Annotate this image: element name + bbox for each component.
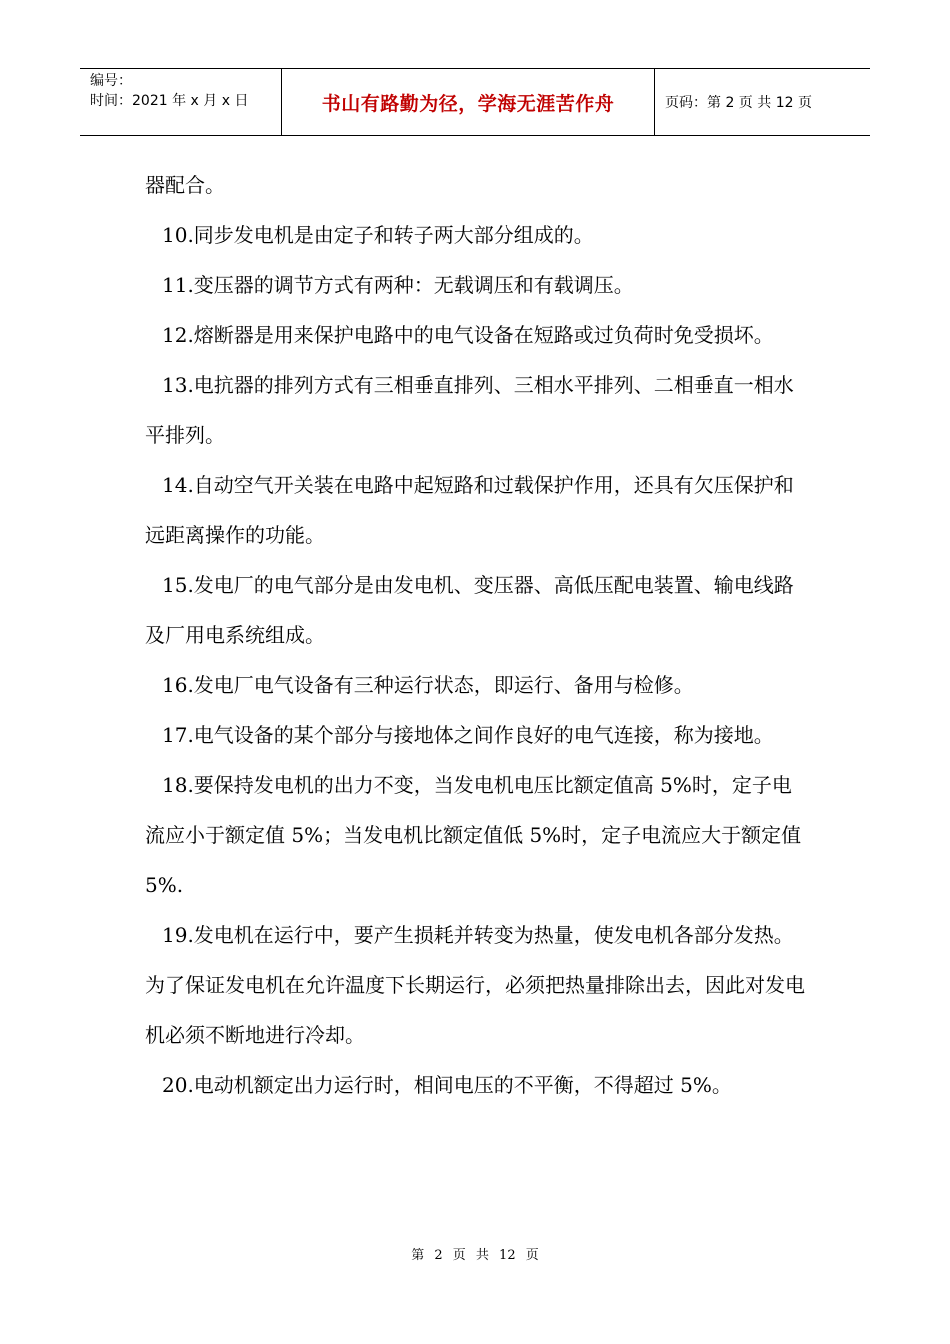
document-header: [80, 68, 870, 136]
paragraph: 14.自动空气开关装在电路中起短路和过载保护作用，还具有欠压保护和远距离操作的功能。: [145, 473, 794, 547]
header-meta-cell: [80, 69, 282, 135]
paragraph: 11.变压器的调节方式有两种：无载调压和有载调压。: [162, 273, 634, 297]
paragraph: 18.要保持发电机的出力不变，当发电机电压比额定值高 5%时，定子电流应小于额定值 5%；当发电机比额定值低 5%时，定子电流应大于额定值 5%.: [145, 773, 802, 897]
header-page-indicator: 页码：第 2 页 共 12 页: [665, 95, 812, 111]
header-motto: 书山有路勤为径，学海无涯苦作舟: [282, 69, 655, 135]
paragraph: 13.电抗器的排列方式有三相垂直排列、三相水平排列、二相垂直一相水平排列。: [145, 373, 794, 447]
document-number-label: 编号：: [90, 73, 132, 89]
page-footer: 第 2 页 共 12 页: [411, 1248, 539, 1263]
paragraph: 17.电气设备的某个部分与接地体之间作良好的电气连接，称为接地。: [162, 723, 774, 747]
paragraph: 16.发电厂电气设备有三种运行状态，即运行、备用与检修。: [162, 673, 694, 697]
paragraph: 19.发电机在运行中，要产生损耗并转变为热量，使发电机各部分发热。为了保证发电机在允许温度下长期运行，必须把热量排除出去，因此对发电机必须不断地进行冷却。: [145, 923, 805, 1047]
paragraph: 10.同步发电机是由定子和转子两大部分组成的。: [162, 223, 594, 247]
document-date: 时间：2021 年 x 月 x 日: [90, 93, 249, 109]
paragraph: 12.熔断器是用来保护电路中的电气设备在短路或过负荷时免受损坏。: [162, 323, 774, 347]
document-body: [145, 160, 805, 1110]
paragraph: 15.发电厂的电气部分是由发电机、变压器、高低压配电装置、输电线路及厂用电系统组成。: [145, 573, 794, 647]
paragraph: 器配合。: [145, 173, 225, 197]
paragraph: 20.电动机额定出力运行时，相间电压的不平衡，不得超过 5%。: [162, 1073, 732, 1097]
